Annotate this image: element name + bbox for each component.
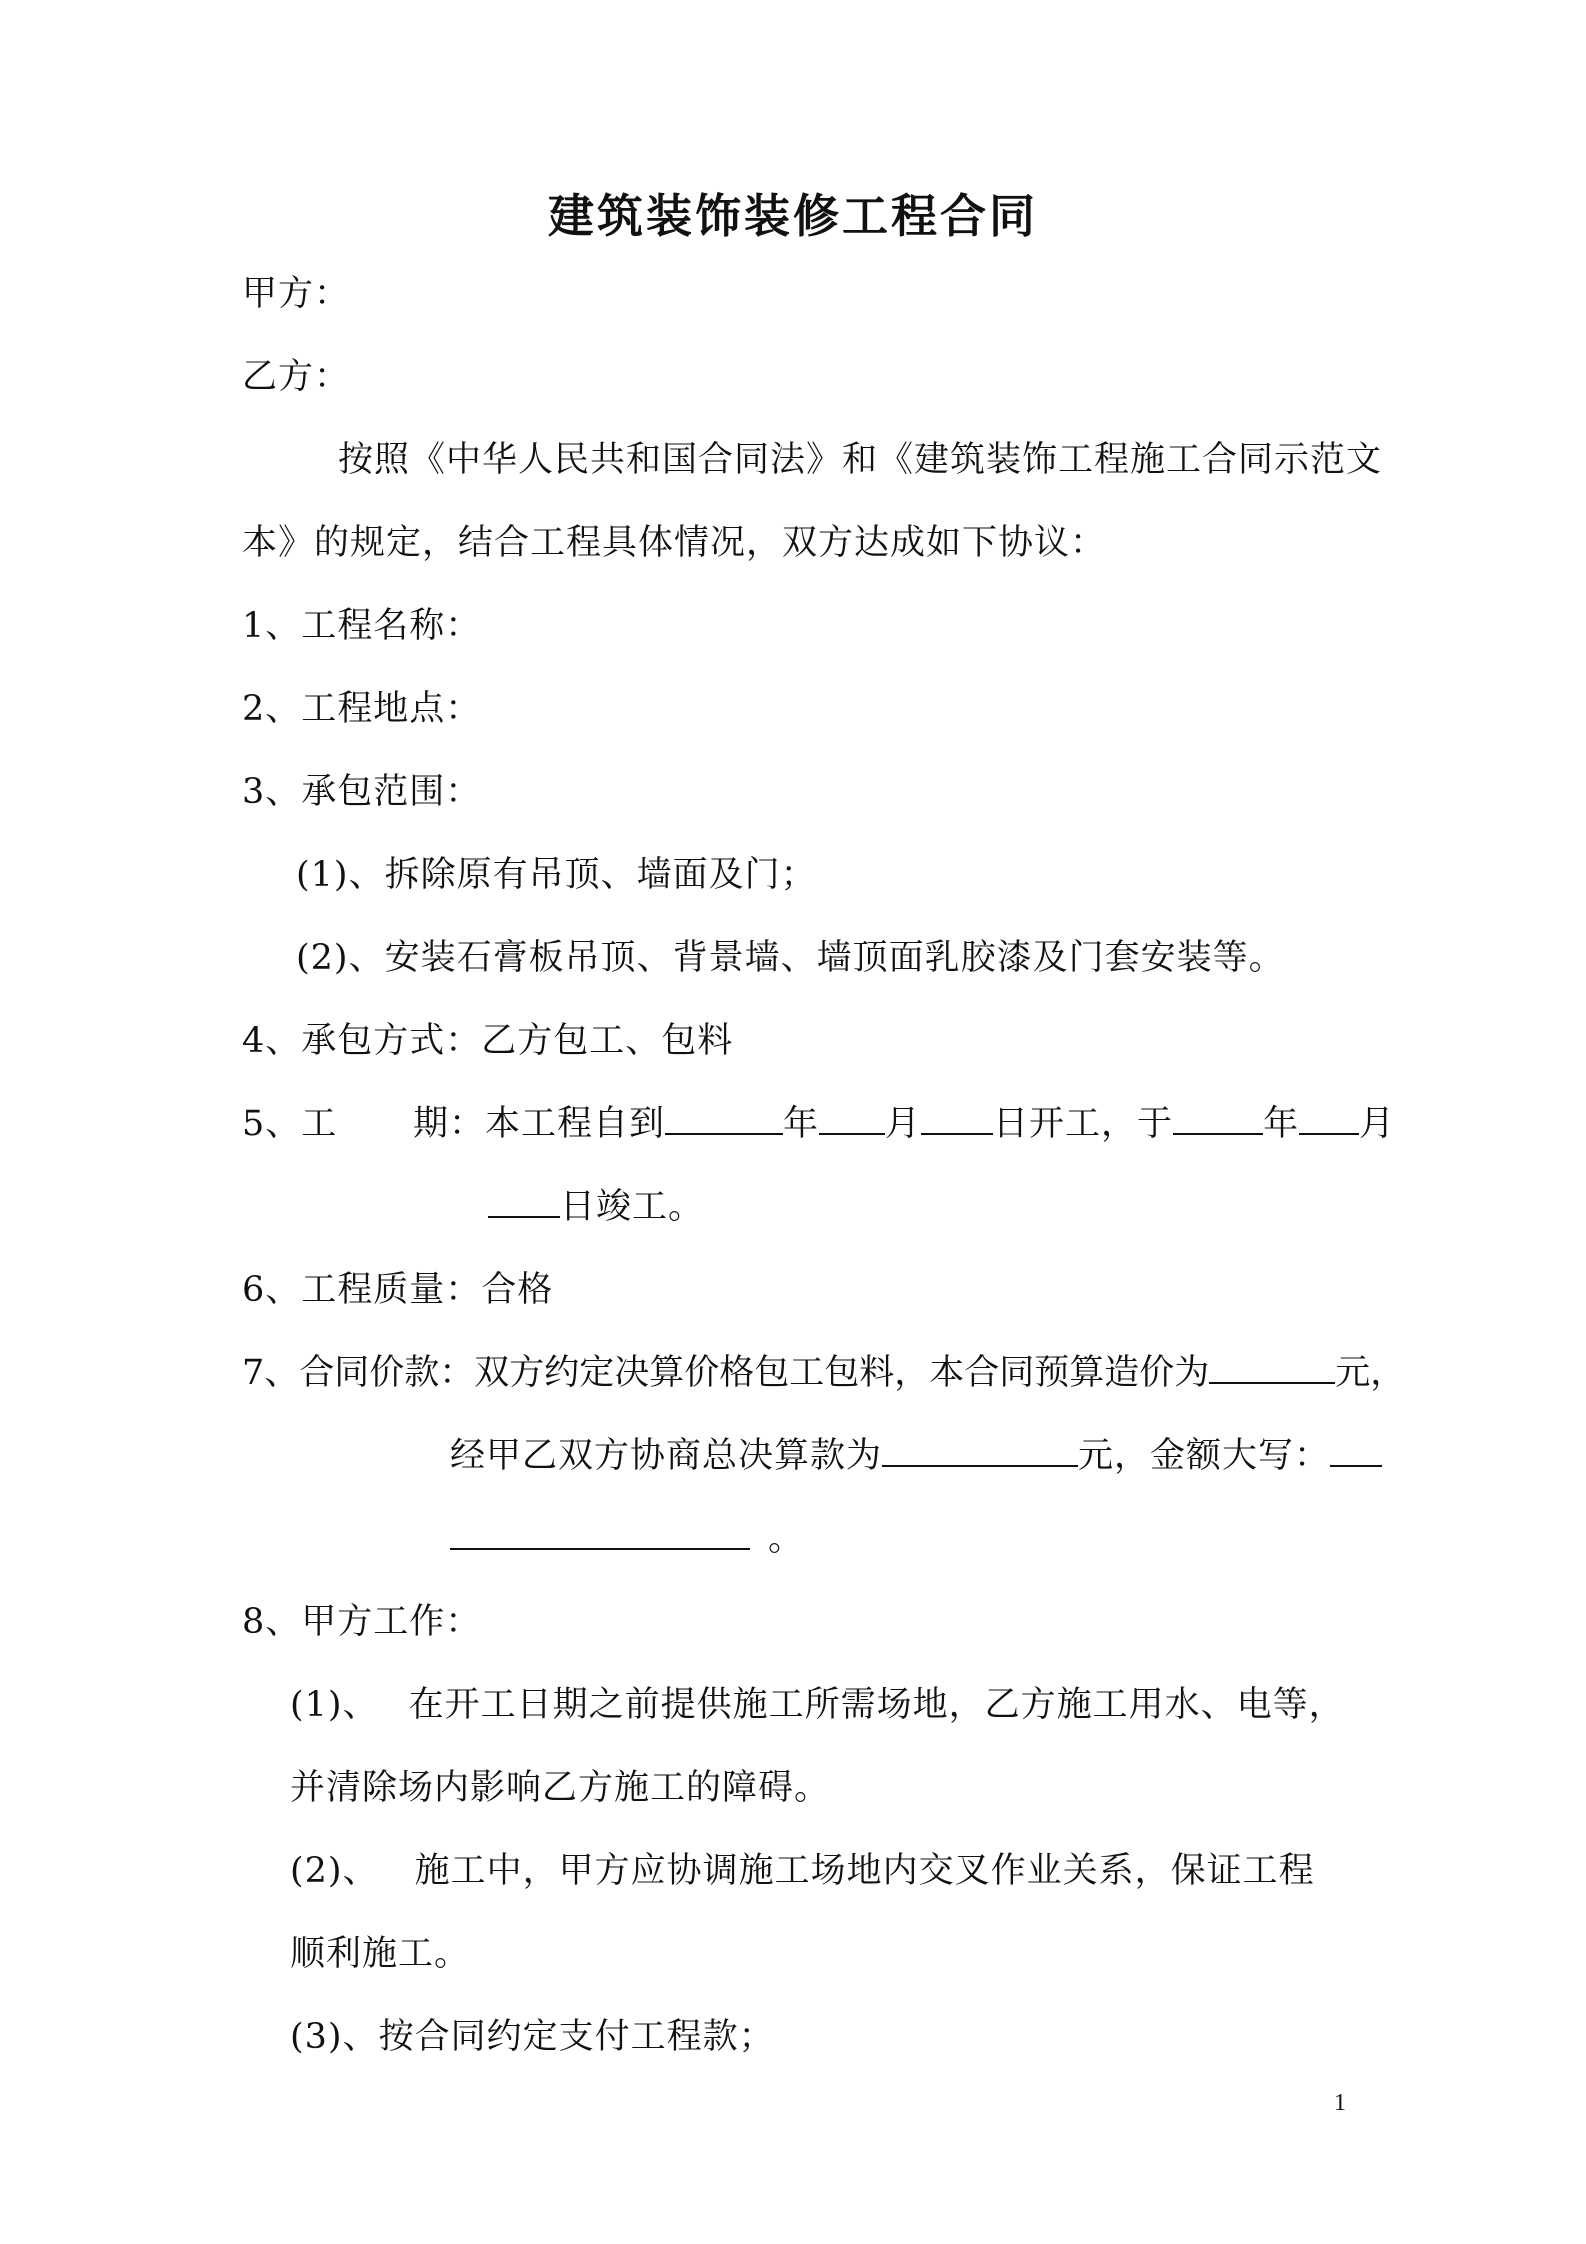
- start-year-blank: [665, 1101, 783, 1135]
- settlement-amount-blank: [882, 1433, 1078, 1467]
- clause-8-sub-1-line-1: [290, 1681, 1345, 1729]
- party-b-line: 乙方：: [242, 357, 351, 397]
- end-year-blank: [1173, 1101, 1263, 1135]
- document-title: 建筑装饰装修工程合同: [548, 189, 1038, 243]
- clause-8-sub-2-number: (2)、: [290, 1851, 379, 1891]
- end-month-blank: [1299, 1101, 1359, 1135]
- clause-8-sub-1-text: 在开工日期之前提供施工所需场地，乙方施工用水、电等，: [408, 1685, 1345, 1725]
- clause-5-text-start: 期：本工程自到: [413, 1104, 666, 1144]
- intro-paragraph-line-2: 本》的规定，结合工程具体情况，双方达成如下协议：: [242, 523, 1107, 563]
- clause-5-end-year-label: 年: [1263, 1104, 1300, 1144]
- clause-5-end-month-label: 月: [1359, 1104, 1396, 1144]
- clause-6-quality: 6、工程质量：合格: [242, 1270, 554, 1310]
- clause-7-settlement-text: 经甲乙双方协商总决算款为: [450, 1436, 883, 1476]
- clause-5-label-a: 5、工: [242, 1104, 338, 1144]
- intro-paragraph-line-1: 按照《中华人民共和国合同法》和《建筑装饰工程施工合同示范文: [338, 440, 1383, 480]
- clause-8-sub-3: (3)、按合同约定支付工程款；: [290, 2017, 775, 2057]
- clause-7-line-1: [242, 1349, 1405, 1397]
- clause-5-start-suffix: 日开工，于: [993, 1104, 1174, 1144]
- start-month-blank: [819, 1101, 885, 1135]
- clause-8-sub-2-line-2: 顺利施工。: [290, 1934, 471, 1974]
- clause-3-sub-1: (1)、拆除原有吊顶、墙面及门；: [296, 855, 817, 895]
- clause-7-line-3: [450, 1515, 804, 1563]
- clause-8-sub-1-number: (1)、: [290, 1685, 379, 1725]
- clause-5-completion: [488, 1183, 704, 1231]
- clause-3-sub-2: (2)、安装石膏板吊顶、背景墙、墙顶面乳胶漆及门套安装等。: [296, 938, 1285, 978]
- clause-2-project-location: 2、工程地点：: [242, 689, 482, 729]
- clause-7-line-2: [450, 1432, 1382, 1480]
- budget-amount-blank: [1209, 1350, 1335, 1384]
- amount-in-words-blank: [450, 1516, 750, 1550]
- clause-8-sub-1-line-2: 并清除场内影响乙方施工的障碍。: [290, 1768, 831, 1808]
- clause-5-schedule: [413, 1100, 1395, 1148]
- clause-7-period: 。: [768, 1519, 805, 1559]
- clause-7-yuan-1: 元，: [1335, 1353, 1406, 1393]
- page-number: 1: [1334, 2090, 1346, 2116]
- clause-7-yuan-2: 元，金额大写：: [1078, 1436, 1331, 1476]
- party-a-line: 甲方：: [242, 274, 351, 314]
- end-day-blank: [488, 1184, 560, 1218]
- clause-7-text: 7、合同价款：双方约定决算价格包工包料，本合同预算造价为: [242, 1353, 1210, 1393]
- clause-8-sub-2-line-1: [290, 1847, 1315, 1895]
- clause-8-sub-2-text: 施工中，甲方应协调施工场地内交叉作业关系，保证工程: [414, 1851, 1315, 1891]
- clause-3-scope: 3、承包范围：: [242, 772, 482, 812]
- clause-1-project-name: 1、工程名称：: [242, 606, 482, 646]
- amount-in-words-blank-start: [1330, 1433, 1382, 1467]
- clause-5-month-label: 月: [885, 1104, 922, 1144]
- clause-5-year-label: 年: [783, 1104, 820, 1144]
- clause-4-contract-mode: 4、承包方式：乙方包工、包料: [242, 1021, 734, 1061]
- clause-8-party-a-duties: 8、甲方工作：: [242, 1602, 482, 1642]
- start-day-blank: [921, 1101, 993, 1135]
- clause-5-end-text: 日竣工。: [560, 1187, 705, 1227]
